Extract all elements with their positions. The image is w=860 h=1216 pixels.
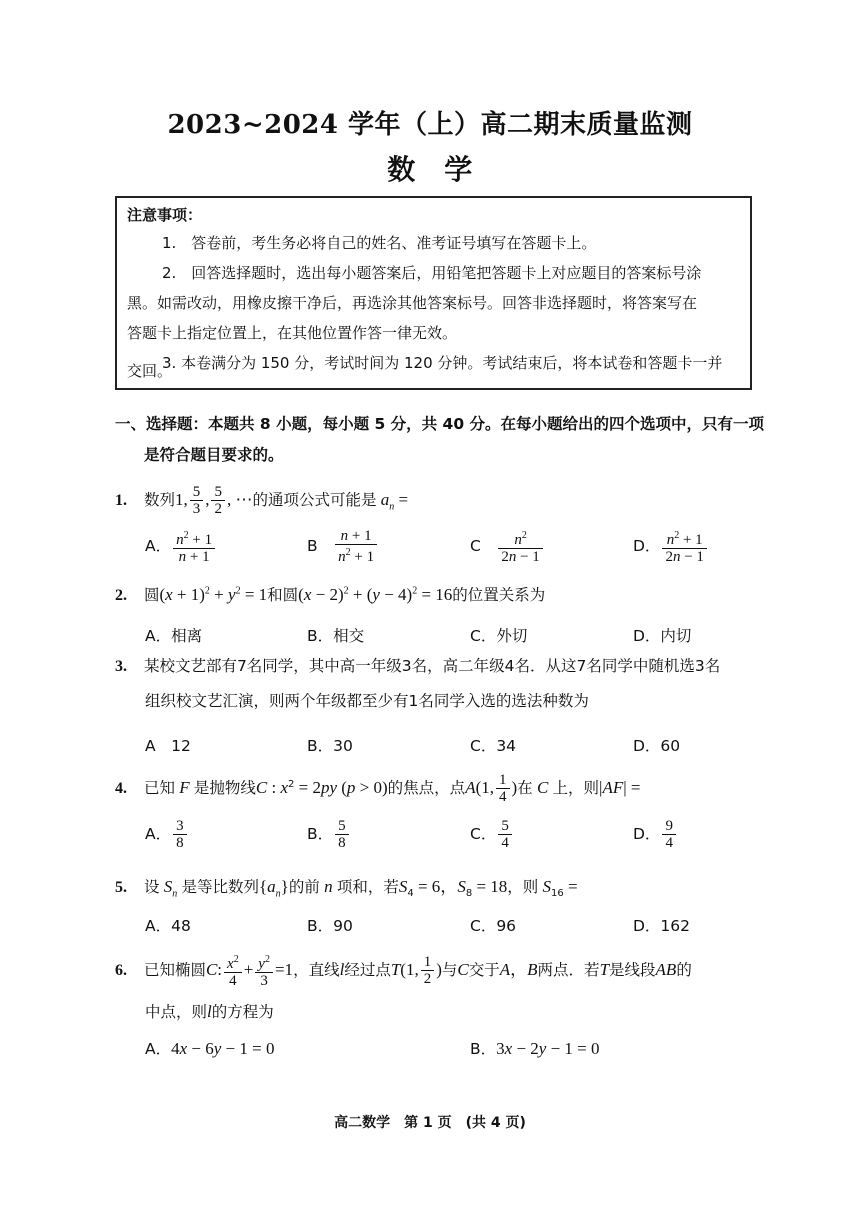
notice-heading: 注意事项： [127,206,203,224]
question-1-text: 的通项公式可能是 [252,491,377,509]
q4-option-c: C． $\frac{5}{4}$ [470,818,514,851]
q4-option-d: D． $\frac{9}{4}$ [633,818,678,851]
q2-text-b: 和圆 [267,586,299,604]
q6-text-g: 是线段 [609,961,656,979]
notice-box [115,196,752,390]
q5-text-b: 是等比数列 [181,878,259,896]
q5-text-d: 项和，若 [336,878,399,896]
notice-line-2c: 答题卡上指定位置上，在其他位置作答一律无效。 [127,324,458,342]
q2-option-c: C．外切 [470,627,528,645]
q4-option-a: A． $\frac{3}{8}$ [145,818,189,851]
page-footer: 高二数学 第 1 页 (共 4 页) [334,1115,526,1131]
question-3 [115,654,720,676]
q1-option-b: B $\frac{n + 1}{n^2 + 1}$ [307,528,379,565]
q3-option-d: D．60 [633,737,681,755]
q6-option-b: B．3x − 2y − 1 = 0 [470,1039,600,1058]
q2-option-b: B．相交 [307,627,365,645]
q6-option-a: A．4x − 6y − 1 = 0 [145,1039,275,1058]
q6-text-h: 的 [676,961,692,979]
question-4: 4. 已知 F 是抛物线C : $x^2 = 2py$ (p > 0)的焦点，点A(1, $\frac{1}{4}$ )在 C 上，则|AF| = [115,772,641,805]
q5-option-d: D．162 [633,917,691,935]
q6-text-c: 经过点 [344,961,391,979]
q1-option-c: C $\frac{n^2}{2n - 1}$ [470,528,545,565]
notice-line-2a: 2. 回答选择题时，选出每小题答案后，用铅笔把答题卡上对应题目的答案标号涂 [162,264,702,282]
question-6: 6. 已知椭圆C: $\frac{x^2}{4}$ + $\frac{y^2}{3}$ =1，直线l经过点T(1, $\frac{1}{2}$ )与C交于A，B两点．若T是线段AB的 [115,954,692,989]
q5-option-c: C．96 [470,917,517,935]
q4-text-b: 是抛物线 [193,779,256,797]
q6-text-f: 两点．若 [537,961,600,979]
question-1: 1. 数列1, $\frac{5}{3}$ , $\frac{5}{2}$ , ⋯的通项公式可能是 $a_n$ = [115,484,409,517]
question-number: 2. [115,587,127,604]
q6-option-b-label: B． [470,1040,497,1058]
notice-line-3b: 交回。 [127,362,173,380]
exam-title: 2023~2024 学年（上）高二期末质量监测 [167,110,693,140]
q1-option-a: A． $\frac{n^2 + 1}{n + 1}$ [145,528,217,565]
q1-option-d: D． $\frac{n^2 + 1}{2n - 1}$ [633,528,709,565]
q2-text-a: 圆 [143,586,160,604]
q6-line-2-a: 中点，则 [145,1003,208,1021]
question-number: 3. [115,658,127,675]
q4-option-b: B． $\frac{5}{8}$ [307,818,351,851]
q5-text-e: ，则 [507,878,539,896]
section-1-line-1: 一、选择题：本题共 8 小题，每小题 5 分，共 40 分。在每小题给出的四个选项中，只有一项 [115,415,765,433]
question-number: 5. [115,879,127,896]
q5-text-c: 的前 [288,878,320,896]
q3-option-c: C．34 [470,737,517,755]
q6-line-2: 中点，则l的方程为 [145,1002,274,1021]
q6-text-a: 已知椭圆 [143,961,206,979]
subject-title: 数 学 [387,153,473,186]
question-5: 5. 设 $S_n$ 是等比数列$\{a_n\}$的前 n 项和，若$S_4 = 6$，$S_8 = 18$，则 $S_{16}$ = [115,877,578,900]
q6-text-b: ，直线 [293,961,340,979]
section-1-line-2: 是符合题目要求的。 [144,446,284,464]
notice-line-1: 1. 答卷前，考生务必将自己的姓名、准考证号填写在答题卡上。 [162,234,597,252]
q4-text-e: 上，则 [552,779,600,797]
q4-text-a: 已知 [143,779,175,797]
question-number: 1. [115,492,127,509]
q6-text-d: 与 [441,961,458,979]
notice-line-2b: 黑。如需改动，用橡皮擦干净后，再选涂其他答案标号。回答非选择题时，将答案写在 [127,294,698,312]
q2-text-c: 的位置关系为 [452,586,546,604]
q3-option-b: B．30 [307,737,353,755]
q6-option-a-label: A． [145,1040,172,1058]
q5-text-a: 设 [143,878,160,896]
q4-text-d: 在 [517,779,533,797]
question-2: 2. 圆$(x + 1)^2 + y^2 = 1$和圆$(x - 2)^2 + (y - 4)^2 = 16$的位置关系为 [115,585,546,604]
q3-line-1: 某校文艺部有7名同学，其中高一年级3名，高二年级4名．从这7名同学中随机选3名 [143,657,721,675]
q6-line-2-b: 的方程为 [211,1003,274,1021]
q2-option-a: A．相离 [145,627,203,645]
q4-text-c: 的焦点，点 [387,779,466,797]
notice-line-3a: 3. 本卷满分为 150 分，考试时间为 120 分钟。考试结束后，将本试卷和答题卡一并 [162,354,723,372]
q2-option-d: D．内切 [633,627,692,645]
q3-line-2: 组织校文艺汇演，则两个年级都至少有1名同学入选的选法种数为 [145,692,589,710]
question-number: 4. [115,780,127,797]
q5-option-b: B．90 [307,917,353,935]
q6-text-e: 交于 [468,961,500,979]
question-number: 6. [115,962,127,979]
q5-option-a: A．48 [145,917,191,935]
q3-option-a: A 12 [145,737,191,755]
